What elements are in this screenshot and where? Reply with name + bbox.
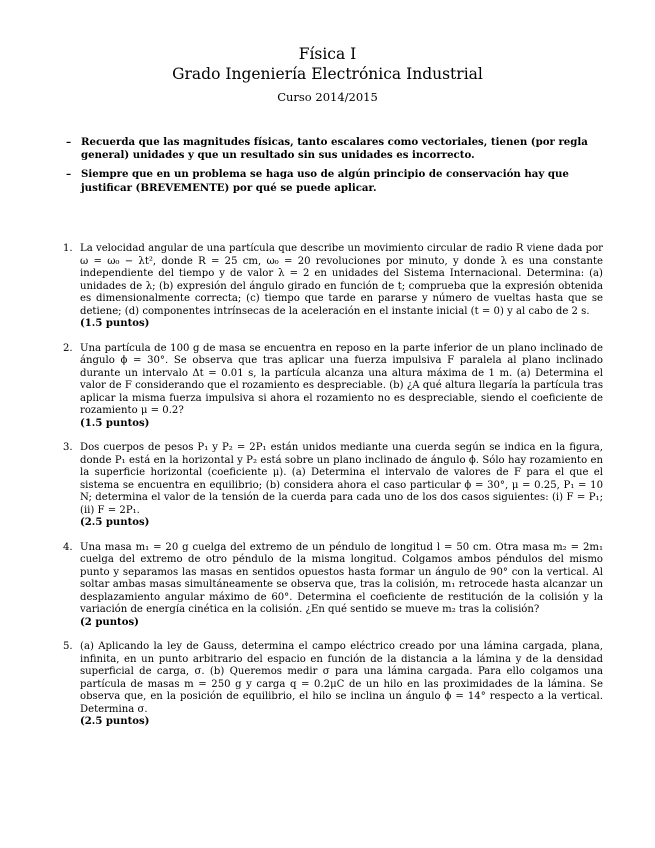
bullet-dash: –: [66, 136, 72, 148]
problem-item: [63, 343, 603, 431]
problem-number: 5.: [63, 641, 73, 652]
problem-number: 3.: [63, 442, 73, 453]
problem-points: (1.5 puntos): [80, 318, 150, 329]
degree-title: Grado Ingeniería Electrónica Industrial: [172, 65, 483, 83]
document-header: [0, 44, 655, 105]
problem-text: Una masa m₁ = 20 g cuelga del extremo de un péndulo de longitud l = 50 cm. Otra masa m₂ = 2m₁ cuelga del extremo de otro péndulo de la misma longitud. Colgamos ambos péndulos del mismo punto y separamos las masas en sentidos opuestos hasta formar un ángulo de 90° con la vertical. Al soltar ambas masas simultáneamente se observa que, tras la colisión, m₁ retrocede hasta alcanzar un desplazamiento angular máximo de 60°. Determina el coeficiente de restitución de la colisión y la variación de energía cinética en la colisión. ¿En qué sentido se mueve m₂ tras la colisión?: [80, 541, 603, 615]
problem-points: (1.5 puntos): [80, 417, 150, 429]
instruction-text: Recuerda que las magnitudes físicas, tanto escalares como vectoriales, tienen (por regla general) unidades y que un resultado sin sus unidades es incorrecto.: [81, 136, 588, 162]
instruction-item: [66, 136, 600, 162]
problem-points: (2.5 puntos): [80, 517, 150, 528]
problem-item: [63, 243, 603, 331]
problem-number: 2.: [63, 342, 73, 354]
problem-text: Una partícula de 100 g de masa se encuentra en reposo en la parte inferior de un plano inclinado de ángulo ϕ = 30°. Se observa que tras aplicar una fuerza impulsiva F paralela al plano inclinado durante un intervalo Δt = 0.01 s, la partícula alcanza una altura máxima de 1 m. (a) Determina el valor de F considerando que el rozamiento es despreciable. (b) ¿A qué altura llegaría la partícula tras aplicar la misma fuerza impulsiva si ahora el rozamiento no es despreciable, siendo el coeficiente de rozamiento μ = 0.2?: [80, 342, 603, 416]
problem-number: 1.: [63, 243, 73, 254]
instruction-text: Siempre que en un problema se haga uso de algún principio de conservación hay que justificar (BREVEMENTE) por qué se puede aplicar.: [81, 168, 569, 194]
course-year: Curso 2014/2015: [277, 90, 378, 104]
problem-item: [63, 542, 603, 630]
instruction-item: [66, 168, 600, 194]
problem-points: (2 puntos): [80, 616, 139, 628]
bullet-dash: –: [66, 168, 72, 181]
problem-number: 4.: [63, 541, 73, 553]
problems-list: [63, 243, 603, 729]
instructions-list: [66, 136, 600, 201]
problem-text: Dos cuerpos de pesos P₁ y P₂ = 2P₁ están unidos mediante una cuerda según se indica en la figura, donde P₁ está en la horizontal y P₂ está sobre un plano inclinado de ángulo ϕ. Sólo hay rozamiento en la superficie horizontal (coeficiente μ). (a) Determina el intervalo de valores de F para el que el sistema se encuentra en equilibrio; (b) considera ahora el caso particular ϕ = 30°, μ = 0.25, P₁ = 10 N; determina el valor de la tensión de la cuerda para cada uno de los dos casos siguientes: (i) F = P₁; (ii) F = 2P₁.: [80, 442, 603, 516]
problem-text: (a) Aplicando la ley de Gauss, determina el campo eléctrico creado por una lámina cargada, plana, infinita, en un punto arbitrario del espacio en función de la distancia a la lámina y de la densidad superficial de carga, σ. (b) Queremos medir σ para una lámina cargada. Para ello colgamos una partícula de masas m = 250 g y carga q = 0.2μC de un hilo en las proximidades de la lámina. Se observa que, en la posición de equilibrio, el hilo se inclina un ángulo ϕ = 14° respecto a la vertical. Determina σ.: [80, 641, 603, 715]
subject-title: Física I: [298, 45, 357, 63]
problem-item: [63, 442, 603, 530]
problem-points: (2.5 puntos): [80, 716, 150, 727]
problem-text: La velocidad angular de una partícula que describe un movimiento circular de radio R viene dada por ω = ω₀ − λt², donde R = 25 cm, ω₀ = 20 revoluciones por minuto, y donde λ es una constante independiente del tiempo y de valor λ = 2 en unidades del Sistema Internacional. Determina: (a) unidades de λ; (b) expresión del ángulo girado en función de t; comprueba que la expresión obtenida es dimensionalmente correcta; (c) tiempo que tarde en pararse y número de vueltas hasta que se detiene; (d) componentes intrínsecas de la aceleración en el instante inicial (t = 0) y al cabo de 2 s.: [80, 243, 603, 317]
problem-item: [63, 641, 603, 729]
